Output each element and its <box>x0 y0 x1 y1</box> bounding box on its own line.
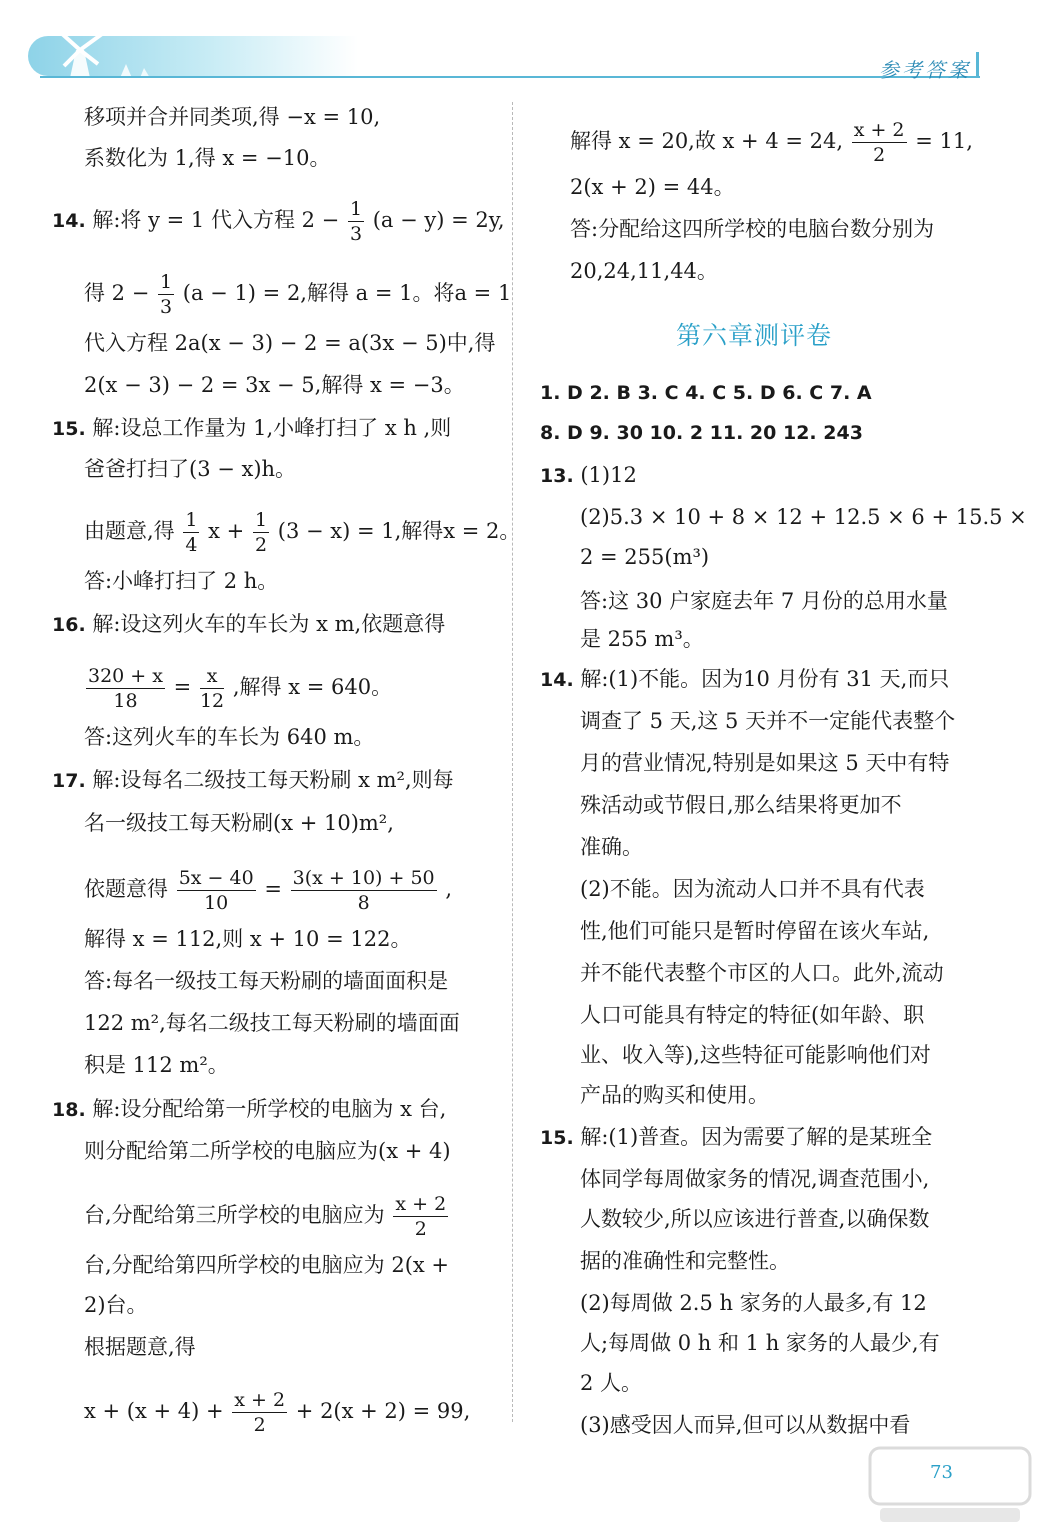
question-14 <box>540 664 949 695</box>
text-span: (1)12 <box>580 463 637 487</box>
text-line: 积是 112 m²。 <box>84 1053 229 1077</box>
question-16 <box>52 609 445 640</box>
text-line: 据的准确性和完整性。 <box>580 1249 790 1273</box>
fraction <box>177 866 256 915</box>
text-line: 则分配给第二所学校的电脑应为(x + 4) <box>84 1139 451 1163</box>
text-line: 台,分配给第四所学校的电脑应为 2(x + <box>84 1253 450 1277</box>
text-span: 台,分配给第三所学校的电脑应为 <box>84 1203 385 1227</box>
text-line: 是 255 m³。 <box>580 627 704 651</box>
text-line: 名一级技工每天粉刷(x + 10)m², <box>84 811 394 835</box>
denominator: 10 <box>204 892 229 914</box>
text-line: 2(x − 3) − 2 = 3x − 5,解得 x = −3。 <box>84 373 465 397</box>
question-18 <box>52 1094 446 1125</box>
left-column <box>0 0 521 1536</box>
fraction-one-third: $\frac{1}{3}$ <box>349 198 363 245</box>
text-span: 依题意得 <box>84 877 168 901</box>
text-line <box>570 118 973 167</box>
text-line: 代入方程 2a(x − 3) − 2 = a(3x − 5)中,得 <box>84 331 496 355</box>
fraction <box>200 664 224 713</box>
answer-row-1: 1. D 2. B 3. C 4. C 5. D 6. C 7. A <box>540 382 872 404</box>
denominator: 12 <box>199 690 225 712</box>
text-line: 解得 x = 112,则 x + 10 = 122。 <box>84 927 412 951</box>
text-span: (3 − x) = 1,解得x = 2。 <box>277 519 521 543</box>
text-line: 并不能代表整个市区的人口。此外,流动 <box>580 961 944 985</box>
question-number: 16. <box>52 614 86 636</box>
text-span: x + <box>208 519 245 543</box>
numerator: x + 2 <box>853 119 905 141</box>
text-line: 122 m²,每名二级技工每天粉刷的墙面面 <box>84 1011 460 1035</box>
text-line: 系数化为 1,得 x = −10。 <box>84 146 331 170</box>
text-line: 答:每名一级技工每天粉刷的墙面面积是 <box>84 969 449 993</box>
answer-row-2: 8. D 9. 30 10. 2 11. 20 12. 243 <box>540 422 863 444</box>
text-span: 得 2 − <box>84 281 150 305</box>
text-span: 解:将 y = 1 代入方程 2 − <box>92 208 340 232</box>
text-span: 解得 x = 20,故 x + 4 = 24, <box>570 129 844 153</box>
fraction <box>393 1192 448 1241</box>
text-line: 人数较少,所以应该进行普查,以确保数 <box>580 1207 930 1231</box>
text-line: (2)不能。因为流动人口并不具有代表 <box>580 877 925 901</box>
question-number: 15. <box>52 418 86 440</box>
numerator: x <box>200 664 224 689</box>
text-line: 人;每周做 0 h 和 1 h 家务的人最少,有 <box>580 1331 940 1355</box>
text-line: 20,24,11,44。 <box>570 259 718 283</box>
text-line: 业、收入等),这些特征可能影响他们对 <box>580 1043 931 1067</box>
text-line: 根据题意,得 <box>84 1335 196 1359</box>
text-line <box>84 270 511 319</box>
text-line: 2)台。 <box>84 1293 148 1317</box>
numerator: 5x − 40 <box>178 867 254 889</box>
text-span: (a − y) = 2y, <box>372 208 505 232</box>
numerator: x + 2 <box>395 1193 447 1215</box>
numerator: 320 + x <box>88 665 163 687</box>
question-14 <box>52 197 505 246</box>
text-span: 解:设每名二级技工每天粉刷 x m²,则每 <box>92 768 454 792</box>
fraction-one-third: $\frac{1}{3}$ <box>160 271 173 318</box>
fraction <box>232 1388 287 1437</box>
text-span: x + (x + 4) + <box>84 1399 224 1423</box>
right-column <box>512 0 1051 1536</box>
question-17 <box>52 765 454 796</box>
question-15 <box>540 1122 932 1153</box>
numerator: 3(x + 10) + 50 <box>292 867 435 889</box>
fraction <box>852 118 907 167</box>
section-title: 第六章测评卷 <box>676 321 833 350</box>
text-line: 答:小峰打扫了 2 h。 <box>84 569 279 593</box>
text-line <box>84 1388 470 1437</box>
text-line: (3)感受因人而异,但可以从数据中看 <box>580 1413 911 1437</box>
text-line: 答:这列火车的车长为 640 m。 <box>84 725 375 749</box>
text-span: 解:设分配给第一所学校的电脑为 x 台, <box>92 1097 447 1121</box>
question-13 <box>540 460 637 491</box>
question-15 <box>52 413 451 444</box>
fraction <box>86 664 165 713</box>
text-span: + 2(x + 2) = 99, <box>295 1399 471 1423</box>
text-span: ,解得 x = 640。 <box>232 675 393 699</box>
text-line: 调查了 5 天,这 5 天并不一定能代表整个 <box>580 709 956 733</box>
text-line: 2 人。 <box>580 1371 643 1395</box>
text-line: 移项并合并同类项,得 −x = 10, <box>84 105 381 129</box>
text-span: 解:(1)普查。因为需要了解的是某班全 <box>580 1125 933 1149</box>
question-number: 13. <box>540 465 574 487</box>
text-line <box>84 508 520 557</box>
text-line: 2(x + 2) = 44。 <box>570 175 735 199</box>
text-line: 人口可能具有特定的特征(如年龄、职 <box>580 1003 925 1027</box>
denominator: 18 <box>113 690 138 712</box>
text-line: 爸爸打扫了(3 − x)h。 <box>84 457 297 481</box>
text-line: 体同学每周做家务的情况,调查范围小, <box>580 1167 930 1191</box>
question-number: 18. <box>52 1099 86 1121</box>
text-span: 解:(1)不能。因为10 月份有 31 天,而只 <box>580 667 950 691</box>
text-line: 依题意得 $\frac{5x - 40}{10}$ = $\frac{3(x + 10) + 50}{8}$ , <box>84 867 453 914</box>
question-number: 17. <box>52 770 86 792</box>
denominator: 2 <box>414 1218 427 1240</box>
question-number: 15. <box>540 1127 574 1149</box>
page-number: 73 <box>930 1462 953 1483</box>
text-line: $\frac{320 + x}{18}$ = $\frac{x}{12}$ ,解得 x = 640。 <box>88 665 393 712</box>
question-number: 14. <box>540 669 574 691</box>
fraction-one-half: $\frac{1}{2}$ <box>254 509 268 556</box>
text-line: 答:分配给这四所学校的电脑台数分别为 <box>570 217 935 241</box>
text-line: (2)5.3 × 10 + 8 × 12 + 12.5 × 6 + 15.5 × <box>580 505 1027 529</box>
header-tag: 参考答案 <box>879 58 971 82</box>
text-line: 准确。 <box>580 835 643 859</box>
text-line: (2)每周做 2.5 h 家务的人最多,有 12 <box>580 1291 927 1315</box>
question-number: 14. <box>52 210 86 232</box>
denominator: 2 <box>873 144 886 166</box>
text-span: 由题意,得 <box>84 519 175 543</box>
text-line: 2 = 255(m³) <box>580 545 710 569</box>
denominator: 2 <box>253 1414 266 1436</box>
text-line: 性,他们可能只是暂时停留在该火车站, <box>580 919 930 943</box>
text-line: 殊活动或节假日,那么结果将更加不 <box>580 793 902 817</box>
denominator: 8 <box>357 892 370 914</box>
text-line <box>84 1192 450 1241</box>
fraction <box>291 866 437 915</box>
text-span: 解:设这列火车的车长为 x m,依题意得 <box>92 612 446 636</box>
watermark-logo-icon <box>860 1438 1040 1528</box>
text-line: 答:这 30 户家庭去年 7 月份的总用水量 <box>580 589 948 613</box>
numerator: x + 2 <box>234 1389 286 1411</box>
text-span: 解:设总工作量为 1,小峰打扫了 x h ,则 <box>92 416 452 440</box>
text-span: = 11, <box>915 129 973 153</box>
fraction-one-quarter: $\frac{1}{4}$ <box>185 509 198 556</box>
text-span: (a − 1) = 2,解得 a = 1。将a = 1 <box>182 281 512 305</box>
text-line: 月的营业情况,特别是如果这 5 天中有特 <box>580 751 950 775</box>
text-line: 产品的购买和使用。 <box>580 1083 769 1107</box>
